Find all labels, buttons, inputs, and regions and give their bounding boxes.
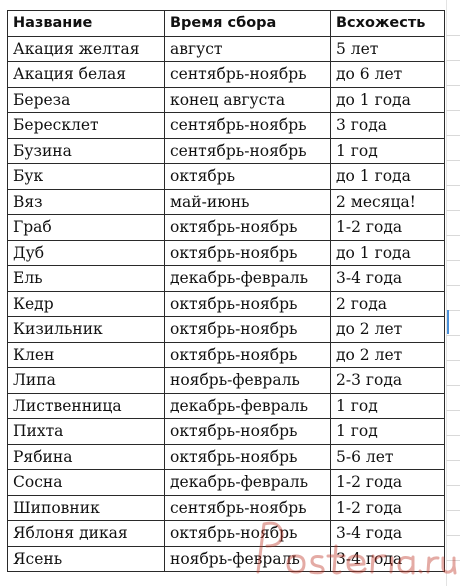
header-germination[interactable]: Всхожесть [331,11,445,37]
grid-line [446,535,460,536]
grid-line [446,435,460,436]
cell-time[interactable]: октябрь-ноябрь [165,291,331,317]
grid-line [446,160,460,161]
table-row [8,138,445,164]
cell-time[interactable]: август [165,36,331,62]
table-row [8,215,445,241]
grid-line [446,560,460,561]
grid-line [446,485,460,486]
cell-germination[interactable]: 3-4 года [331,521,445,547]
cell-name[interactable]: Бузина [8,138,165,164]
table-row [8,342,445,368]
cell-germination[interactable]: 2 года [331,291,445,317]
table-row [8,164,445,190]
cell-name[interactable]: Яблоня дикая [8,521,165,547]
cell-germination[interactable]: 2 месяца! [331,189,445,215]
table-row [8,36,445,62]
cell-name[interactable]: Лиственница [8,393,165,419]
cell-germination[interactable]: 3-4 года [331,546,445,572]
cell-germination[interactable]: 1 год [331,138,445,164]
cell-name[interactable]: Клен [8,342,165,368]
cell-germination[interactable]: 1 год [331,419,445,445]
cell-germination[interactable]: 3-4 года [331,266,445,292]
grid-line [446,410,460,411]
grid-line [446,460,460,461]
table-row [8,419,445,445]
cell-name[interactable]: Акация желтая [8,36,165,62]
cell-name[interactable]: Береза [8,87,165,113]
cell-germination[interactable]: 2-3 года [331,368,445,394]
cell-germination[interactable]: 5-6 лет [331,444,445,470]
table-row [8,444,445,470]
header-collection-time[interactable]: Время сбора [165,11,331,37]
cell-germination[interactable]: до 6 лет [331,62,445,88]
grid-line [446,360,460,361]
cell-name[interactable]: Вяз [8,189,165,215]
table-row [8,62,445,88]
cell-time[interactable]: октябрь-ноябрь [165,419,331,445]
spreadsheet-grid-edge [446,0,460,586]
table-row [8,240,445,266]
grid-line [446,235,460,236]
cell-name[interactable]: Рябина [8,444,165,470]
cell-germination[interactable]: 1 год [331,393,445,419]
cell-name[interactable]: Акация белая [8,62,165,88]
table-row [8,87,445,113]
cell-germination[interactable]: 1-2 года [331,470,445,496]
cell-time[interactable]: май-июнь [165,189,331,215]
grid-line [446,185,460,186]
cell-time[interactable]: сентябрь-ноябрь [165,138,331,164]
grid-line [446,510,460,511]
cell-time[interactable]: декабрь-февраль [165,393,331,419]
cell-name[interactable]: Дуб [8,240,165,266]
cell-name[interactable]: Ель [8,266,165,292]
cell-time[interactable]: ноябрь-февраль [165,368,331,394]
header-row [8,11,445,37]
table-row [8,189,445,215]
cell-name[interactable]: Бук [8,164,165,190]
table-row [8,113,445,139]
table-row [8,521,445,547]
grid-line [446,385,460,386]
cell-time[interactable]: декабрь-февраль [165,266,331,292]
cell-time[interactable]: октябрь-ноябрь [165,444,331,470]
cell-germination[interactable]: до 1 года [331,87,445,113]
cell-germination[interactable]: до 2 лет [331,317,445,343]
cell-time[interactable]: ноябрь-февраль [165,546,331,572]
grid-line [446,35,460,36]
cell-germination[interactable]: 1-2 года [331,215,445,241]
table-row [8,291,445,317]
cell-germination[interactable]: до 1 года [331,164,445,190]
cell-time[interactable]: сентябрь-ноябрь [165,495,331,521]
table-row [8,317,445,343]
cell-name[interactable]: Шиповник [8,495,165,521]
cell-germination[interactable]: до 1 года [331,240,445,266]
grid-line [446,335,460,336]
table-row [8,266,445,292]
cell-time[interactable]: сентябрь-ноябрь [165,113,331,139]
grid-line [446,135,460,136]
cell-name[interactable]: Липа [8,368,165,394]
cell-name[interactable]: Кедр [8,291,165,317]
cell-time[interactable]: конец августа [165,87,331,113]
table-row [8,393,445,419]
selected-cell-indicator[interactable] [447,310,460,334]
cell-name[interactable]: Ясень [8,546,165,572]
seed-germination-table [7,10,445,572]
cell-time[interactable]: октябрь-ноябрь [165,215,331,241]
grid-line [446,210,460,211]
grid-line [446,60,460,61]
cell-name[interactable]: Пихта [8,419,165,445]
cell-name[interactable]: Бересклет [8,113,165,139]
grid-divider [446,0,447,586]
cell-name[interactable]: Граб [8,215,165,241]
table-row [8,368,445,394]
cell-germination[interactable]: 3 года [331,113,445,139]
table-row [8,546,445,572]
grid-line [446,85,460,86]
cell-name[interactable]: Сосна [8,470,165,496]
cell-germination[interactable]: до 2 лет [331,342,445,368]
table-row [8,470,445,496]
cell-germination[interactable]: 5 лет [331,36,445,62]
cell-germination[interactable]: 1-2 года [331,495,445,521]
cell-time[interactable]: октябрь [165,164,331,190]
header-name[interactable]: Название [8,11,165,37]
grid-line [446,285,460,286]
cell-name[interactable]: Кизильник [8,317,165,343]
cell-time[interactable]: октябрь-ноябрь [165,342,331,368]
cell-time[interactable]: сентябрь-ноябрь [165,62,331,88]
cell-time[interactable]: декабрь-февраль [165,470,331,496]
table-row [8,495,445,521]
cell-time[interactable]: октябрь-ноябрь [165,317,331,343]
cell-time[interactable]: октябрь-ноябрь [165,240,331,266]
grid-line [446,110,460,111]
cell-time[interactable]: октябрь-ноябрь [165,521,331,547]
grid-line [446,260,460,261]
